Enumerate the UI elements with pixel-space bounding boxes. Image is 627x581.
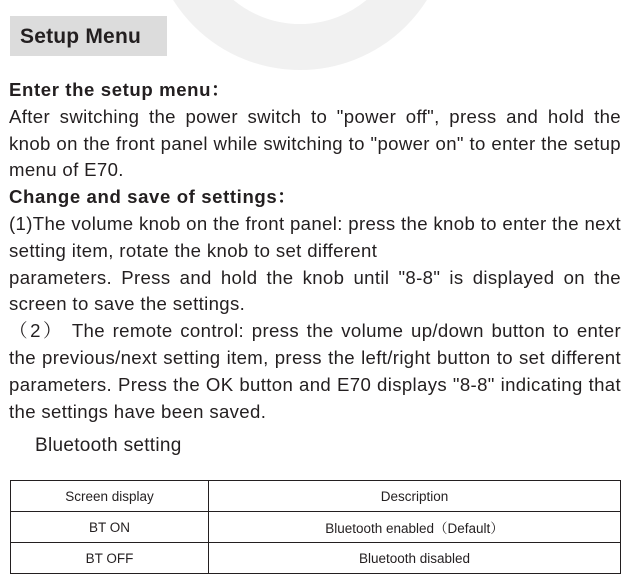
paragraph-remote-method: （2） The remote control: press the volume up/down button to enter the previous/next setting item, press the left/right button to set different parameters. Press the OK button and E70 displays "8-8" indicating that the settings have been saved. [9, 320, 621, 422]
paragraph-enter-setup: After switching the power switch to "power off", press and hold the knob on the front panel while switching to "power on" to enter the setup menu of E70. [9, 105, 621, 181]
table-row [11, 543, 621, 574]
section-title: Setup Menu [10, 16, 167, 56]
heading-enter-setup: Enter the setup menu： [9, 79, 231, 100]
bluetooth-settings-table [10, 480, 621, 574]
background-watermark-arc [150, 0, 450, 70]
table-cell-description: Bluetooth disabled [209, 543, 621, 574]
table-cell-display: BT OFF [11, 543, 209, 574]
table-header-screen-display: Screen display [11, 481, 209, 512]
paragraph-knob-method-a: (1)The volume knob on the front panel: press the knob to enter the next setting item, rotate the knob to set different [9, 212, 621, 261]
table-cell-description: Bluetooth enabled（Default） [209, 512, 621, 543]
heading-change-save: Change and save of settings： [9, 186, 297, 208]
table-header-description: Description [209, 481, 621, 512]
table-cell-display: BT ON [11, 512, 209, 543]
table-row [11, 512, 621, 543]
paragraph-knob-method-b: parameters. Press and hold the knob until "8-8" is displayed on the screen to save the settings. [9, 266, 621, 315]
bluetooth-setting-heading: Bluetooth setting [35, 435, 182, 456]
table-header-row [11, 481, 621, 512]
setup-instructions [9, 77, 621, 425]
